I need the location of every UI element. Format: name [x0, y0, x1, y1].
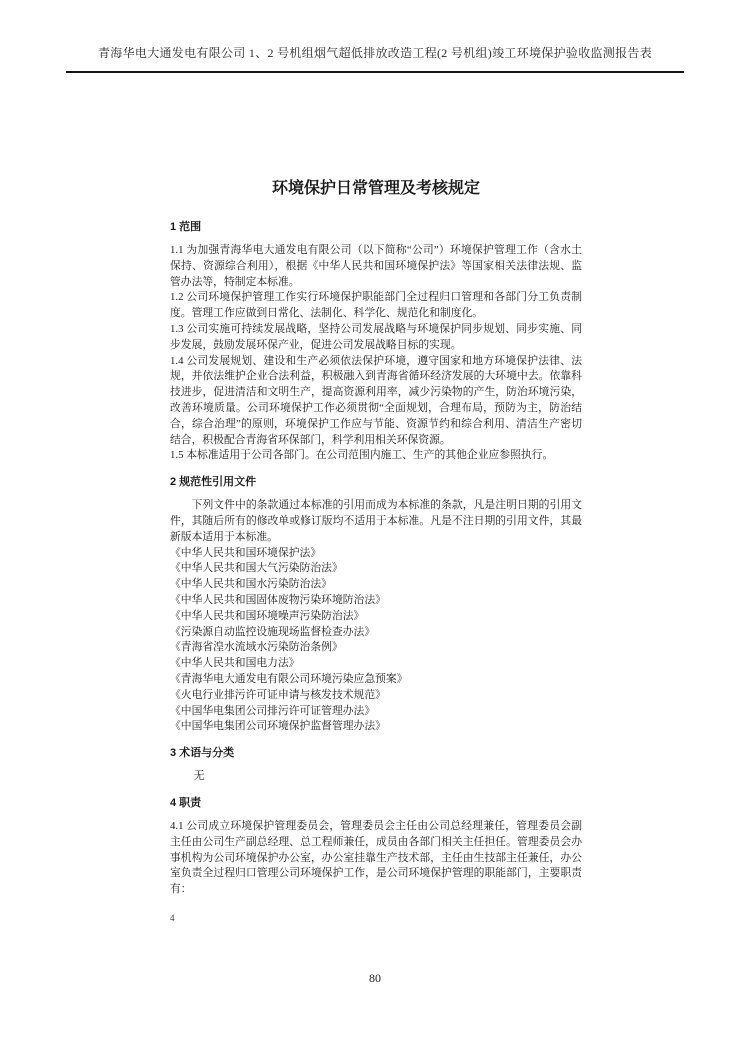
- section-heading-responsibilities: 4 职责: [170, 796, 202, 809]
- reference-item: 《中华人民共和国电力法》: [170, 657, 300, 670]
- document-title: 环境保护日常管理及考核规定: [271, 180, 480, 197]
- paragraph-4-1: 4.1 公司成立环境保护管理委员会，管理委员会主任由公司总经理兼任，管理委员会副主任由公司生产副总经理、总工程师兼任，成员由各部门相关主任担任。管理委员会办事机构为公司环境保护办公室，办公室挂靠生产技术部，主任由生技部主任兼任，办公室负责全过程归口管理公司环境保护工作，是公司环境保护管理的职能部门，主要职责有：: [170, 819, 582, 896]
- reference-item: 《中华人民共和国环境噪声污染防治法》: [170, 609, 365, 622]
- inner-document-page-number: 4: [170, 912, 175, 923]
- reference-item: 《中国华电集团公司排污许可证管理办法》: [170, 704, 376, 717]
- header-divider-rule: [66, 71, 684, 73]
- section-heading-scope: 1 范围: [170, 221, 202, 233]
- reference-item: 《污染源自动监控设施现场监督检查办法》: [170, 625, 376, 638]
- section-heading-terms: 3 术语与分类: [170, 747, 235, 760]
- paragraph-1-4: 1.4 公司发展规划、建设和生产必须依法保护环境，遵守国家和地方环境保护法律、法规，并依法维护企业合法利益，积极融入到青海省循环经济发展的大环境中去。依靠科技进步，促进清洁和文明生产，提高资源利用率，减少污染物的产生，防治环境污染，改善环境质量。公司环境保护工作必须贯彻“全面规划，合理布局，预防为主，防治结合，综合治理”的原则，环境保护工作应与节能、资源节约和综合利用、清洁生产密切结合，积极配合青海省环保部门，科学利用相关环保资源。: [170, 354, 582, 446]
- page-number: 80: [369, 971, 381, 985]
- document-body: [170, 220, 582, 927]
- paragraph-references-intro: 下列文件中的条款通过本标准的引用而成为本标准的条款，凡是注明日期的引用文件，其随后所有的修改单或修订版均不适用于本标准。凡是不注日期的引用文件，其最新版本适用于本标准。: [170, 499, 582, 543]
- reference-item: 《中国华电集团公司环境保护监督管理办法》: [170, 720, 386, 733]
- reference-item: 《中华人民共和国固体废物污染环境防治法》: [170, 593, 386, 606]
- reference-list: [170, 546, 582, 736]
- paragraph-terms-none: 无: [193, 770, 205, 783]
- reference-item: 《青海省湟水流域水污染防治条例》: [170, 641, 343, 654]
- paragraph-1-3: 1.3 公司实施可持续发展战略，坚持公司发展战略与环境保护同步规划、同步实施、同步发展，鼓励发展环保产业，促进公司发展战略目标的实现。: [170, 322, 582, 351]
- paragraph-1-5: 1.5 本标准适用于公司各部门。在公司范围内施工、生产的其他企业应参照执行。: [170, 449, 554, 462]
- reference-item: 《中华人民共和国环境保护法》: [170, 546, 322, 559]
- reference-item: 《中华人民共和国大气污染防治法》: [170, 562, 343, 575]
- reference-item: 《火电行业排污许可证申请与核发技术规范》: [170, 688, 386, 701]
- reference-item: 《中华人民共和国水污染防治法》: [170, 578, 332, 591]
- paragraph-1-1: 1.1 为加强青海华电大通发电有限公司（以下简称“公司”）环境保护管理工作（含水土保持、资源综合利用），根据《中华人民共和国环境保护法》等国家相关法律法规、监管办法等，特制定本标准。: [170, 244, 582, 288]
- report-header-text: 青海华电大通发电有限公司 1、2 号机组烟气超低排放改造工程(2 号机组)竣工环境保护验收监测报告表: [98, 46, 652, 60]
- section-heading-normative-references: 2 规范性引用文件: [170, 476, 257, 489]
- reference-item: 《青海华电大通发电有限公司环境污染应急预案》: [170, 672, 408, 685]
- paragraph-1-2: 1.2 公司环境保护管理工作实行环境保护职能部门全过程归口管理和各部门分工负责制度。管理工作应做到日常化、法制化、科学化、规范化和制度化。: [170, 291, 582, 320]
